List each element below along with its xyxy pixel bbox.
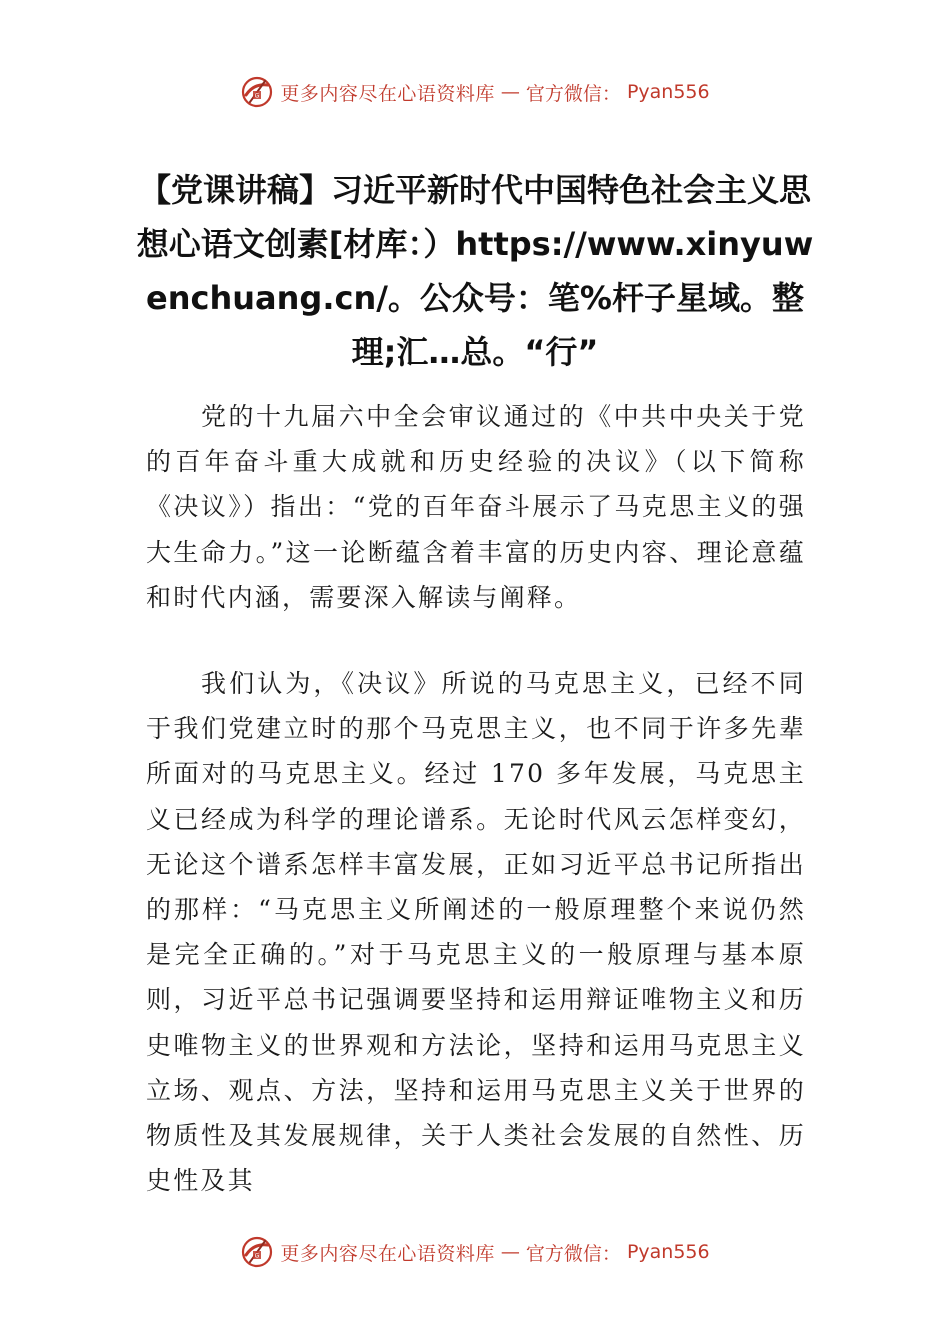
document-title: 【党课讲稿】习近平新时代中国特色社会主义思想心语文创素[材库：）https://www.xinyuwenchuang.cn/。公众号：笔%杆子星域。整理;汇…总。“行” <box>136 171 814 371</box>
footer-banner-contact: 官方微信： <box>525 1242 621 1265</box>
footer-banner <box>0 1232 950 1272</box>
footer-banner-text: 更多内容尽在心语资料库 <box>280 1242 495 1265</box>
header-banner-separator: — <box>500 81 520 103</box>
brush-seal-icon <box>240 75 274 109</box>
brush-seal-icon <box>240 1235 274 1269</box>
header-banner-contact: 官方微信： <box>525 82 621 105</box>
footer-wechat-id: Pyan556 <box>626 1241 710 1263</box>
header-banner-text: 更多内容尽在心语资料库 <box>280 82 495 105</box>
svg-text:G: G <box>255 92 260 100</box>
header-banner <box>0 72 950 112</box>
body-paragraph-2: 我们认为，《决议》所说的马克思主义，已经不同于我们党建立时的那个马克思主义，也不同于许多先辈所面对的马克思主义。经过 170 多年发展，马克思主义已经成为科学的理论谱系。无论时代风云怎样变幻，无论这个谱系怎样丰富发展，正如习近平总书记所指出的那样：“马克思主义所阐述的一般原理整个来说仍然是完全正确的。”对于马克思主义的一般原理与基本原则，习近平总书记强调要坚持和运用辩证唯物主义和历史唯物主义的世界观和方法论，坚持和运用马克思主义立场、观点、方法，坚持和运用马克思主义关于世界的物质性及其发展规律，关于人类社会发展的自然性、历史性及其 <box>146 669 806 1196</box>
body-paragraph-1: 党的十九届六中全会审议通过的《中共中央关于党的百年奋斗重大成就和历史经验的决议》（以下简称《决议》）指出：“党的百年奋斗展示了马克思主义的强大生命力。”这一论断蕴含着丰富的历史内容、理论意蕴和时代内涵，需要深入解读与阐释。 <box>146 402 806 612</box>
header-wechat-id: Pyan556 <box>626 81 710 103</box>
footer-banner-separator: — <box>500 1241 520 1263</box>
svg-text:G: G <box>255 1252 260 1260</box>
